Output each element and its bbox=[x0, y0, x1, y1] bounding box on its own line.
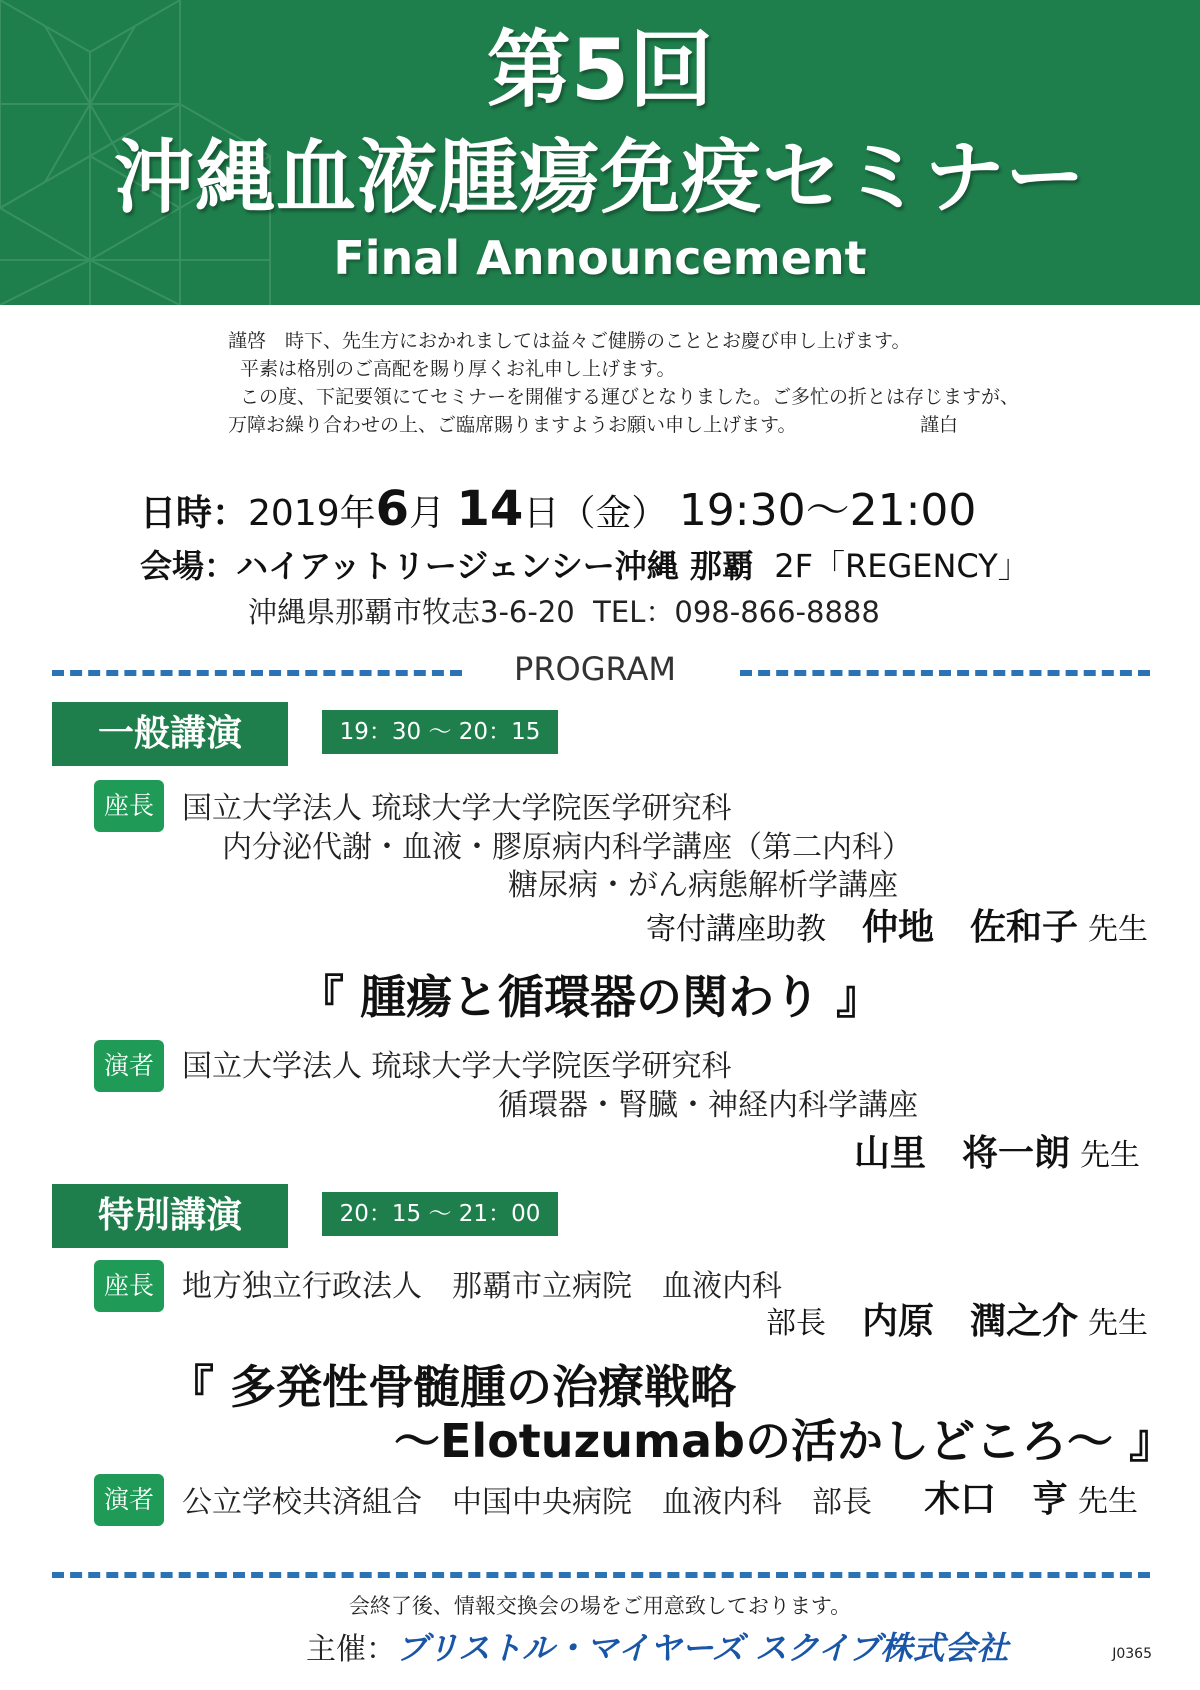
lecture-title-line1: 『 多発性骨髄腫の治療戦略 bbox=[168, 1360, 737, 1414]
label-colon: ： bbox=[212, 493, 249, 534]
session-time-general: 19：30 ～ 20：15 bbox=[322, 710, 558, 754]
event-time: 19:30～21:00 bbox=[678, 485, 977, 536]
date-month-unit: 月 bbox=[409, 493, 446, 534]
greeting-line: 平素は格別のご高配を賜り厚くお礼申し上げます。 bbox=[240, 358, 676, 380]
date-day-unit: 日 bbox=[523, 493, 560, 534]
chair-affiliation-line: 糖尿病・がん病態解析学講座 bbox=[508, 868, 898, 903]
session-time-special: 20：15 ～ 21：00 bbox=[322, 1192, 558, 1236]
chair-badge: 座長 bbox=[94, 780, 164, 832]
lecture-title: 『 腫瘍と循環器の関わり 』 bbox=[298, 970, 883, 1024]
seminar-number: 第5回 bbox=[486, 21, 714, 119]
sponsor-label: 主催： bbox=[306, 1632, 396, 1667]
honorific: 先生 bbox=[1088, 912, 1148, 947]
sponsor-logo: ブリストル・マイヤーズ スクイブ株式会社 bbox=[396, 1629, 1009, 1667]
greeting-block bbox=[228, 327, 1020, 439]
session-tag-general: 一般講演 bbox=[52, 702, 288, 766]
chair-name bbox=[646, 906, 1148, 952]
speaker-badge: 演者 bbox=[94, 1474, 164, 1526]
greeting-line: この度、下記要領にてセミナーを開催する運びとなりました。ご多忙の折とは存じますが、 bbox=[240, 386, 1020, 408]
speaker-name-text: 木口 亨 bbox=[923, 1479, 1068, 1520]
reception-note: 会終了後、情報交換会の場をご用意致しております。 bbox=[348, 1594, 852, 1618]
speaker-name-text: 山里 将一朗 bbox=[853, 1133, 1070, 1174]
chair-affiliation-line: 内分泌代謝・血液・膠原病内科学講座（第二内科） bbox=[222, 830, 912, 865]
greeting-closing: 謹白 bbox=[919, 414, 958, 436]
address-text: 沖縄県那覇市牧志3-6-20 bbox=[248, 595, 575, 629]
speaker-name bbox=[924, 1478, 1138, 1524]
venue-label: 会場 bbox=[140, 547, 205, 585]
lecture-title-line2: ～Elotuzumabの活かしどころ～ 』 bbox=[394, 1414, 1175, 1468]
chair-name bbox=[766, 1300, 1148, 1346]
divider-dashed-left bbox=[52, 670, 462, 676]
header-banner bbox=[0, 0, 1200, 305]
chair-position: 部長 bbox=[765, 1306, 826, 1341]
label-colon: ： bbox=[204, 547, 237, 585]
date-weekday: （金） bbox=[559, 493, 668, 534]
honorific: 先生 bbox=[1088, 1306, 1148, 1341]
venue-name: ハイアットリージェンシー沖縄 那覇 bbox=[236, 547, 754, 585]
date-day: 14 bbox=[456, 481, 524, 537]
venue-room: 2F「REGENCY」 bbox=[774, 547, 1030, 585]
chair-affiliation-line: 地方独立行政法人 那覇市立病院 血液内科 bbox=[182, 1269, 782, 1304]
speaker-affiliation-line: 国立大学法人 琉球大学大学院医学研究科 bbox=[182, 1049, 732, 1084]
greeting-line: 謹啓 時下、先生方におかれましては益々ご健勝のこととお慶び申し上げます。 bbox=[228, 330, 911, 352]
date-label: 日時 bbox=[140, 493, 213, 534]
speaker-affiliation: 公立学校共済組合 中国中央病院 血液内科 部長 bbox=[182, 1485, 872, 1520]
greeting-text: 万障お繰り合わせの上、ご臨席賜りますようお願い申し上げます。 bbox=[228, 414, 797, 436]
chair-affiliation-line: 国立大学法人 琉球大学大学院医学研究科 bbox=[182, 791, 732, 826]
greeting-line bbox=[228, 411, 988, 439]
speaker-affiliation-line: 循環器・腎臓・神経内科学講座 bbox=[498, 1088, 918, 1123]
divider-dashed-bottom bbox=[52, 1572, 1150, 1578]
seminar-subtitle: Final Announcement bbox=[333, 231, 867, 285]
tel-number: 098-866-8888 bbox=[674, 595, 880, 629]
chair-name-text: 内原 潤之介 bbox=[861, 1301, 1078, 1342]
seminar-title: 沖縄血液腫瘍免疫セミナー bbox=[114, 131, 1086, 224]
speaker-name bbox=[854, 1132, 1140, 1178]
honorific: 先生 bbox=[1080, 1138, 1140, 1173]
honorific: 先生 bbox=[1078, 1484, 1138, 1519]
event-venue bbox=[140, 542, 1030, 590]
session-tag-special: 特別講演 bbox=[52, 1184, 288, 1248]
event-date bbox=[140, 482, 976, 541]
date-month: 6 bbox=[375, 481, 410, 537]
speaker-badge: 演者 bbox=[94, 1040, 164, 1092]
divider-dashed-right bbox=[740, 670, 1150, 676]
event-address: 沖縄県那覇市牧志3-6-20 TEL：098-866-8888 bbox=[248, 595, 880, 629]
program-heading: PROGRAM bbox=[514, 650, 676, 688]
chair-position: 寄付講座助教 bbox=[645, 912, 826, 947]
chair-name-text: 仲地 佐和子 bbox=[861, 907, 1078, 948]
sponsor-line bbox=[306, 1626, 1008, 1672]
document-code: J0365 bbox=[1112, 1646, 1152, 1662]
tel-label: TEL bbox=[593, 595, 646, 629]
chair-badge: 座長 bbox=[94, 1260, 164, 1312]
date-year: 2019年 bbox=[248, 493, 376, 534]
